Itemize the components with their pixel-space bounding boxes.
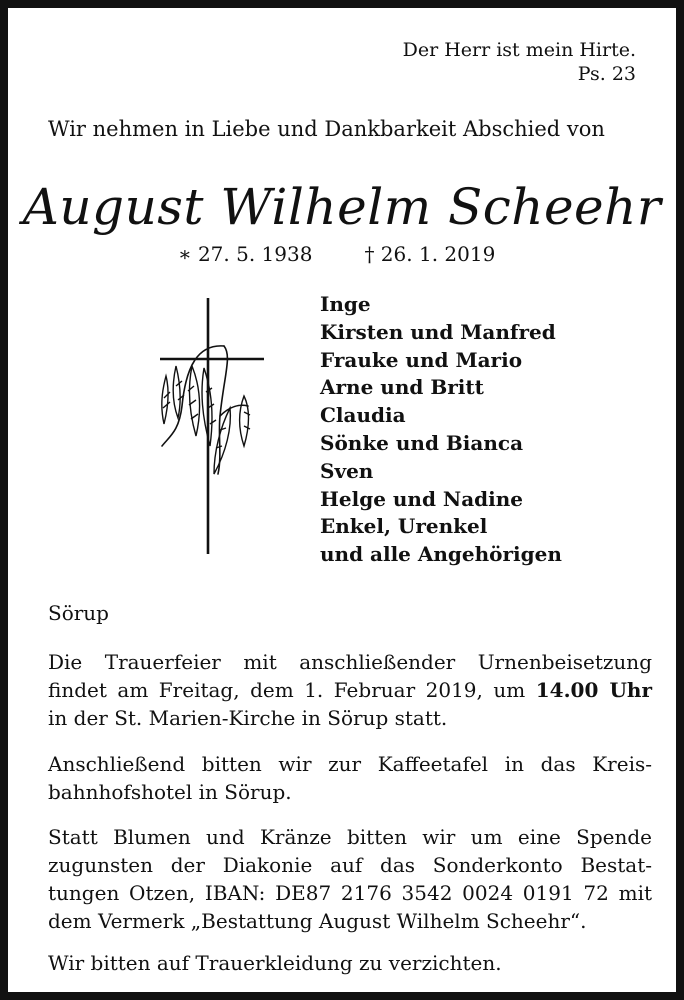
- coffee-line-2: bahnhofshotel in Sörup.: [48, 780, 292, 804]
- coffee-line-1: Anschließend bitten wir zur Kaffeetafel in das Kreis-: [48, 752, 652, 776]
- life-dates: [178, 240, 495, 268]
- family-member: Kirsten und Manfred: [320, 319, 556, 344]
- family-member: Frauke und Mario: [320, 347, 523, 372]
- death-date: † 26. 1. 2019: [364, 242, 496, 266]
- donation-line-2: zugunsten der Diakonie auf das Sonderkonto Bestat-: [48, 853, 652, 877]
- family-member: Claudia: [320, 403, 406, 428]
- ceremony-line-1: Die Trauerfeier mit anschließender Urnenbeisetzung: [48, 650, 652, 674]
- family-member: Enkel, Urenkel: [320, 514, 488, 539]
- deceased-name: August Wilhelm Scheehr: [22, 178, 662, 236]
- motto-reference: Ps. 23: [577, 63, 636, 85]
- family-member: Helge und Nadine: [320, 486, 524, 511]
- ceremony-line-3: in der St. Marien-Kirche in Sörup statt.: [48, 706, 448, 730]
- intro-text: Wir nehmen in Liebe und Dankbarkeit Abschied von: [48, 117, 605, 141]
- closing-paragraph: Wir bitten auf Trauerkleidung zu verzichten.: [48, 951, 502, 975]
- bible-motto: [403, 38, 636, 86]
- donation-line-4: dem Vermerk „Bestattung August Wilhelm Scheehr“.: [48, 909, 587, 933]
- motto-quote: Der Herr ist mein Hirte.: [402, 39, 636, 61]
- donation-line-3: tungen Otzen, IBAN: DE87 2176 3542 0024 0191 72 mit: [48, 881, 652, 905]
- place-name: Sörup: [48, 601, 109, 625]
- ceremony-paragraph: [48, 648, 652, 732]
- ceremony-time: 14.00 Uhr: [535, 678, 653, 702]
- family-member: Inge: [320, 292, 371, 316]
- family-member: und alle Angehörigen: [320, 542, 562, 567]
- donation-line-1: Statt Blumen und Kränze bitten wir um eine Spende: [48, 825, 652, 849]
- family-list: [320, 291, 562, 569]
- coffee-paragraph: [48, 750, 652, 806]
- family-member: Arne und Britt: [320, 375, 484, 400]
- donation-paragraph: [48, 823, 652, 935]
- ceremony-date-text: findet am Freitag, dem 1. Februar 2019, um: [48, 678, 526, 702]
- birth-date: ∗ 27. 5. 1938: [178, 242, 313, 266]
- family-member: Sönke und Bianca: [320, 430, 524, 455]
- family-member: Sven: [320, 458, 374, 483]
- ceremony-line-2: [48, 676, 652, 704]
- cross-with-wheat-icon: [158, 296, 268, 556]
